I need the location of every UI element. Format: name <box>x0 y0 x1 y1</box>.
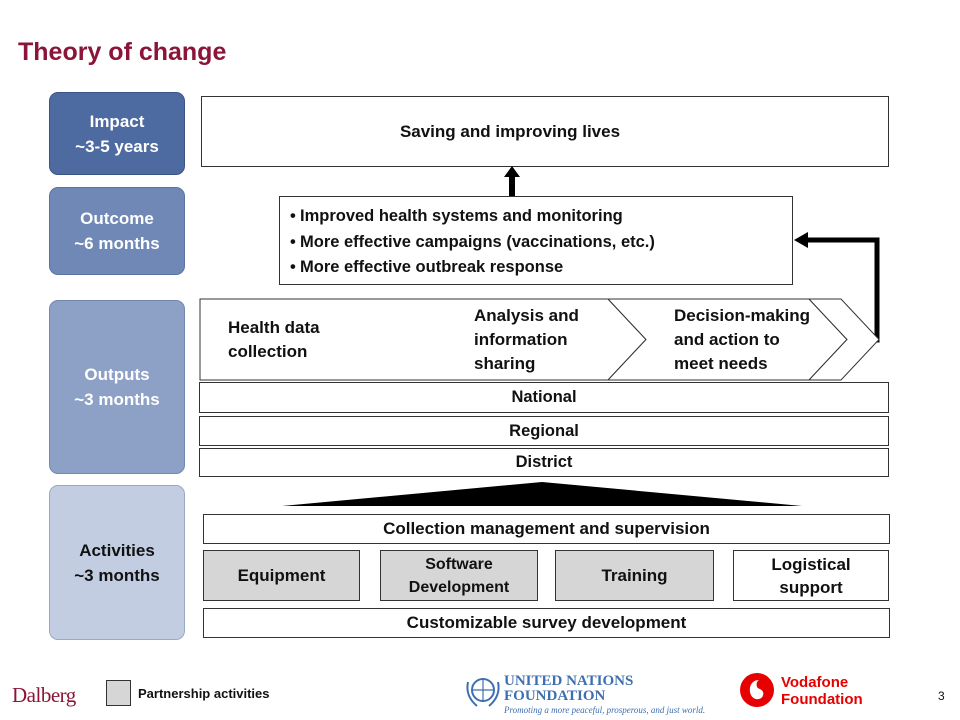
process-step-collection <box>228 316 320 364</box>
national-bar <box>199 382 889 413</box>
survey-development-label: Customizable survey development <box>406 613 687 632</box>
survey-development-box <box>203 608 890 638</box>
outcome-item: • Improved health systems and monitoring <box>290 204 792 230</box>
support-wedge <box>280 480 804 508</box>
regional-bar <box>199 416 889 446</box>
process-step-line: meet needs <box>674 354 768 373</box>
level-outcome <box>49 187 185 275</box>
software-label-line: Development <box>408 578 510 596</box>
impact-statement: Saving and improving lives <box>399 121 621 141</box>
level-activities <box>49 485 185 640</box>
regional-label: Regional <box>509 421 579 440</box>
process-step-line: sharing <box>474 354 536 373</box>
equipment-box <box>203 550 360 601</box>
level-activities-duration: ~3 months <box>74 565 160 585</box>
logistics-label-line: support <box>779 577 843 597</box>
vodafone-logo-icon <box>738 671 776 709</box>
level-outcome-name: Outcome <box>80 209 154 228</box>
un-foundation-name <box>504 674 633 704</box>
page-title: Theory of change <box>18 38 227 66</box>
level-impact <box>49 92 185 175</box>
collection-management-box <box>203 514 890 544</box>
vodafone-foundation-line: Foundation <box>781 691 863 708</box>
software-label-line: Software <box>425 555 493 573</box>
logistics-label-line: Logistical <box>771 554 851 574</box>
un-foundation-tagline: Promoting a more peaceful, prosperous, and just world. <box>504 705 706 715</box>
vodafone-foundation-name <box>781 674 863 708</box>
process-step-line: and action to <box>674 330 780 349</box>
outcome-list <box>290 204 792 281</box>
process-step-line: collection <box>228 342 308 361</box>
software-development-box <box>380 550 538 601</box>
process-step-analysis <box>474 304 579 376</box>
district-bar <box>199 448 889 477</box>
level-outcome-duration: ~6 months <box>74 234 160 253</box>
vodafone-foundation-line: Vodafone <box>781 674 849 691</box>
process-step-line: Decision-making <box>674 306 811 325</box>
level-impact-name: Impact <box>89 111 145 131</box>
training-box <box>555 550 714 601</box>
process-step-line: Analysis and <box>474 306 579 325</box>
un-foundation-line: FOUNDATION <box>504 688 606 704</box>
partnership-legend-label: Partnership activities <box>138 686 270 701</box>
outcome-item: • More effective outbreak response <box>290 255 792 281</box>
level-outputs-name: Outputs <box>84 365 150 384</box>
district-label: District <box>515 453 573 471</box>
equipment-label: Equipment <box>237 565 326 585</box>
partnership-legend-swatch <box>106 680 131 706</box>
logistical-support-box <box>733 550 889 601</box>
impact-box <box>201 96 889 167</box>
collection-management-label: Collection management and supervision <box>383 519 710 538</box>
level-outputs-duration: ~3 months <box>74 390 160 409</box>
up-arrow-icon <box>503 166 521 197</box>
training-label: Training <box>601 565 668 585</box>
national-label: National <box>511 388 577 406</box>
dalberg-logo: Dalberg <box>12 683 76 707</box>
outcome-item: • More effective campaigns (vaccinations, etc.) <box>290 230 792 256</box>
process-step-line: information <box>474 330 568 349</box>
process-step-decision <box>674 304 810 376</box>
un-foundation-line: UNITED NATIONS <box>504 673 634 689</box>
process-step-line: Health data <box>228 318 320 337</box>
outcome-box <box>279 196 793 285</box>
un-emblem-icon <box>463 672 503 712</box>
level-outputs <box>49 300 185 474</box>
level-activities-name: Activities <box>79 540 155 560</box>
level-impact-duration: ~3-5 years <box>75 136 159 156</box>
page-number: 3 <box>938 689 945 703</box>
